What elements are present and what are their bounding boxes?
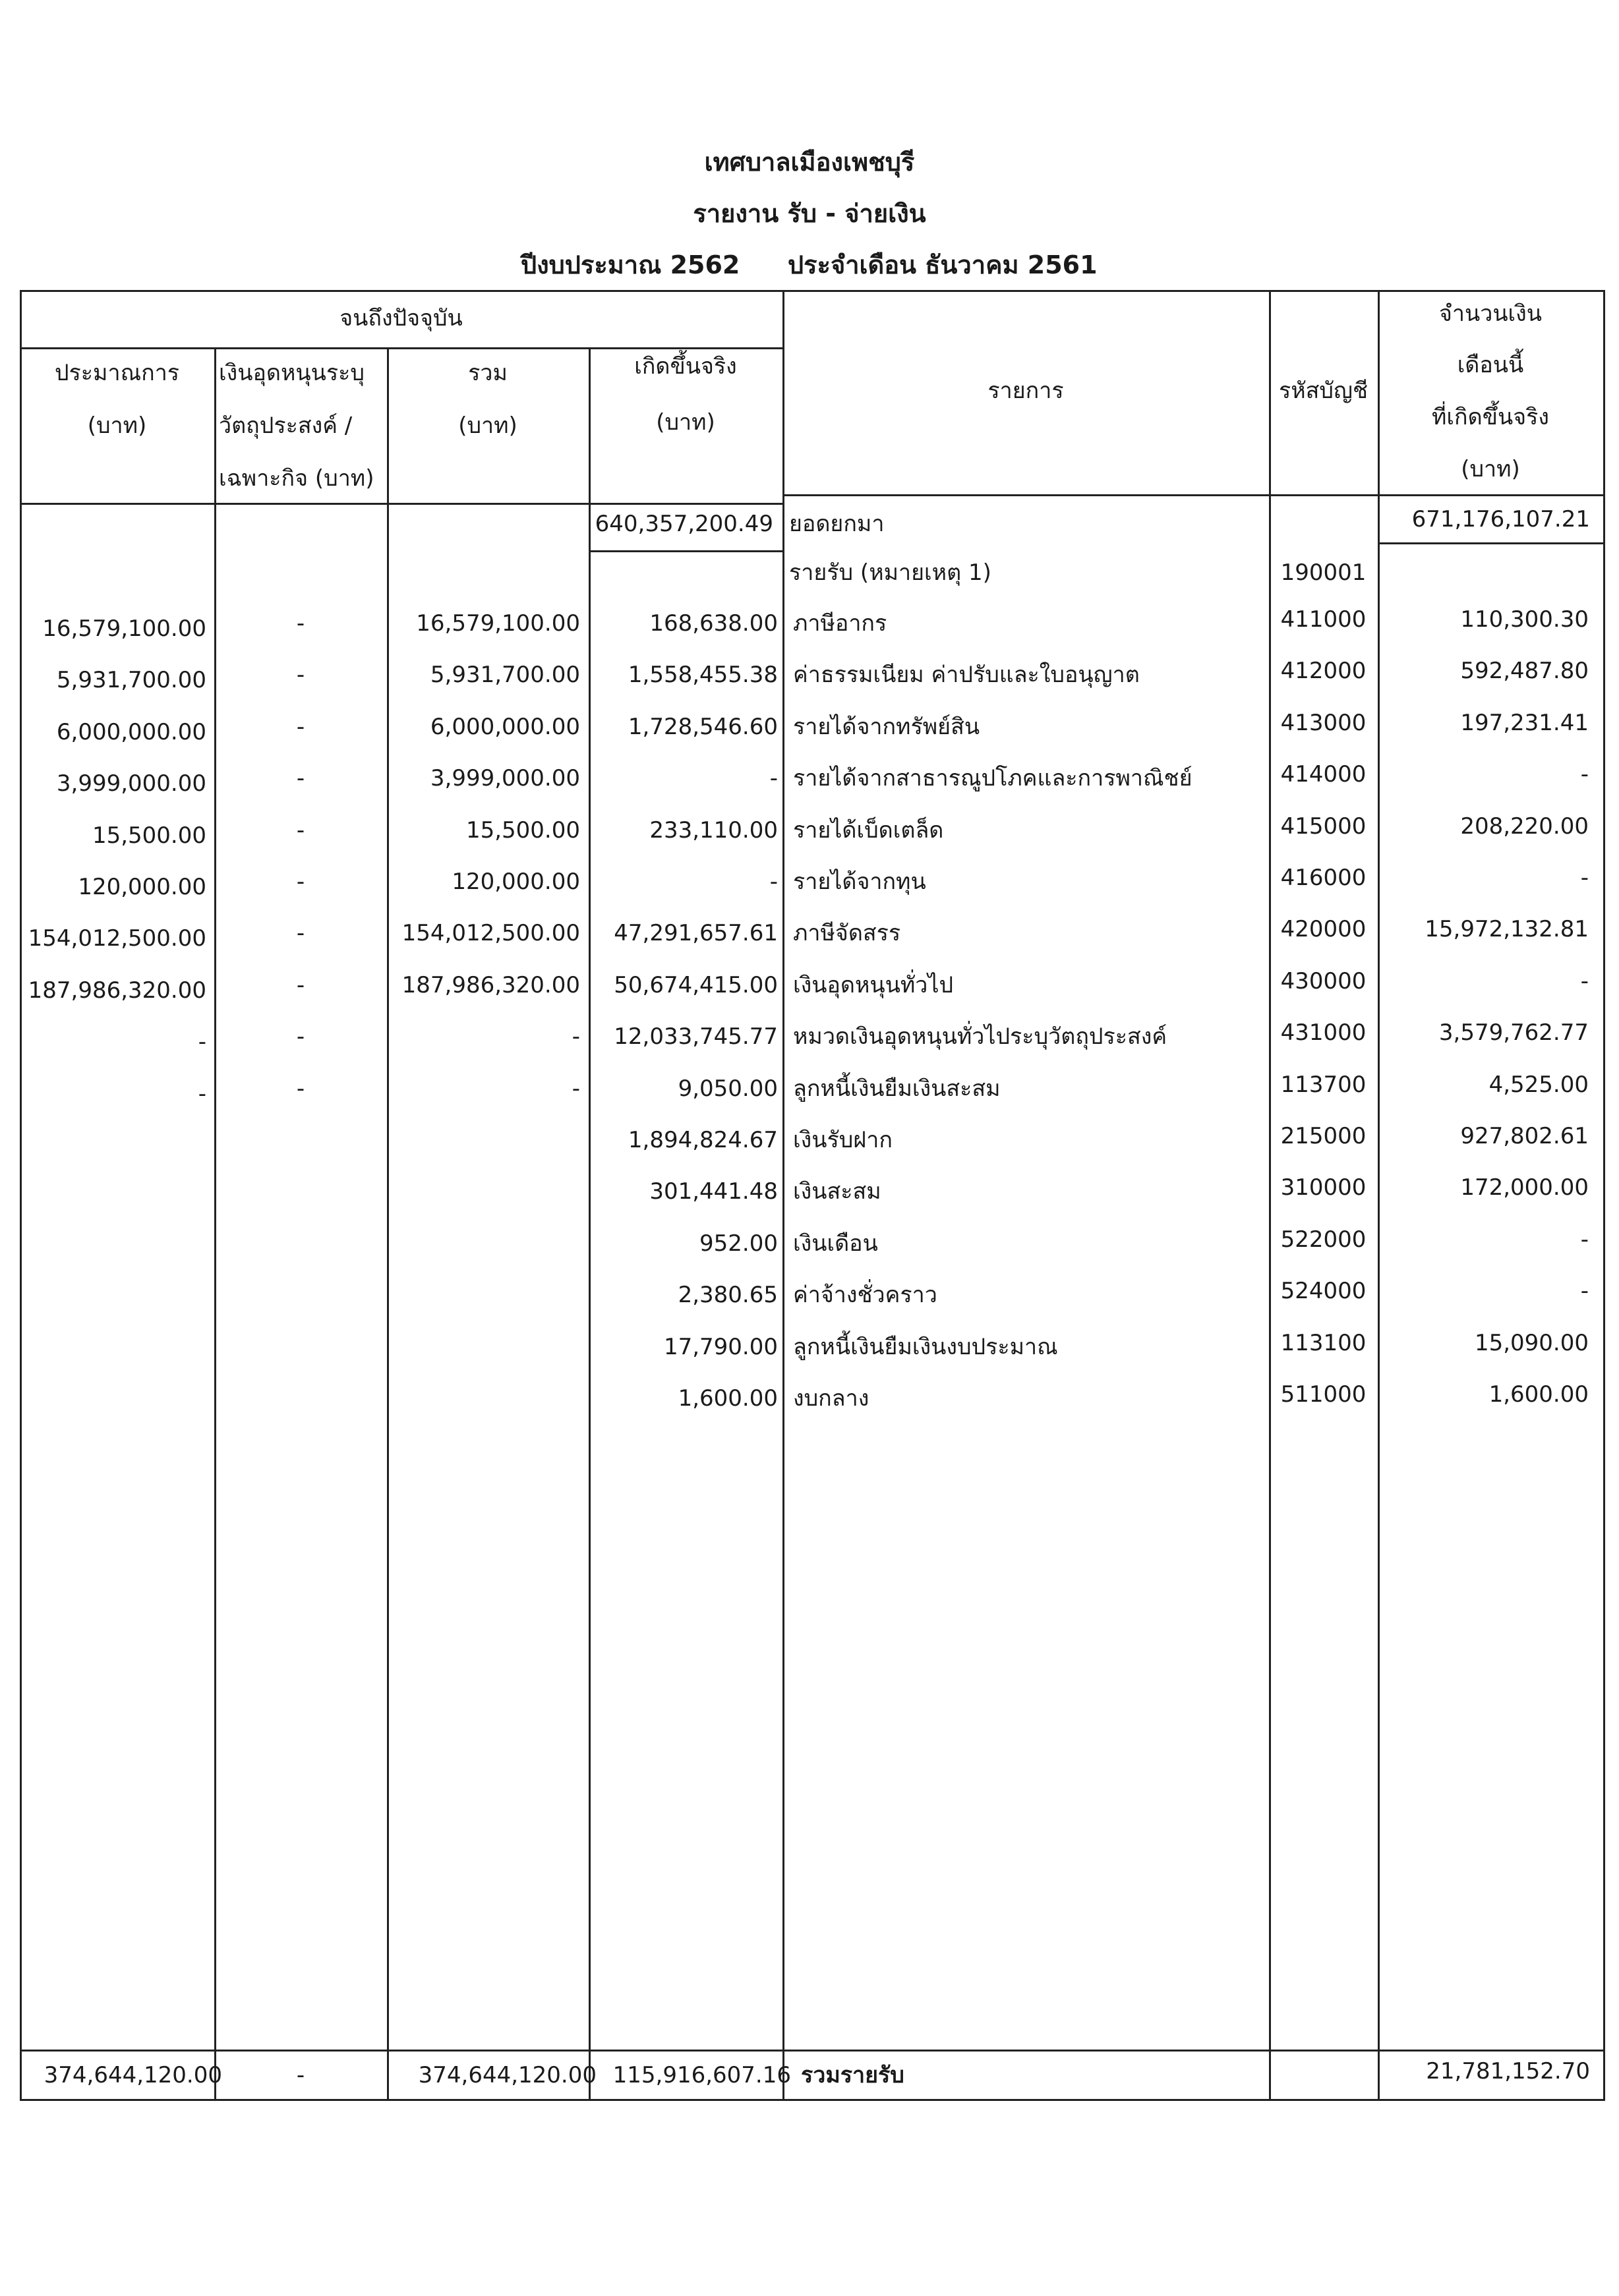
- actual-header-2: (บาท): [656, 409, 715, 436]
- cell-month: 15,090.00: [1474, 1330, 1589, 1356]
- cell-grant: -: [296, 662, 305, 688]
- cell-sum: 120,000.00: [452, 869, 580, 895]
- cell-sum: 15,500.00: [465, 817, 580, 844]
- cell-code: 113700: [1280, 1072, 1367, 1098]
- cell-item: เงินรับฝาก: [793, 1127, 893, 1153]
- cell-actual: 1,894,824.67: [628, 1127, 778, 1153]
- item-header: รายการ: [987, 378, 1064, 404]
- cell-month: 110,300.30: [1460, 606, 1589, 633]
- cell-grant: -: [296, 1023, 305, 1050]
- cell-month: 15,972,132.81: [1425, 916, 1589, 942]
- table-border-top: [20, 290, 1605, 292]
- cell-actual: 47,291,657.61: [614, 920, 778, 946]
- cell-item: ลูกหนี้เงินยืมเงินงบประมาณ: [793, 1334, 1058, 1360]
- cell-actual: 1,728,546.60: [628, 714, 778, 740]
- header-divider: [20, 347, 782, 349]
- table-border-right: [1603, 290, 1605, 2101]
- carry-forward-underline: [589, 550, 784, 552]
- grant-header-1: เงินอุดหนุนระบุ: [219, 360, 365, 386]
- cell-budget: 3,999,000.00: [56, 770, 206, 797]
- report-month: ประจำเดือน ธันวาคม 2561: [788, 250, 1098, 279]
- cell-code: 113100: [1280, 1330, 1367, 1356]
- month-header-2: เดือนนี้: [1457, 352, 1524, 378]
- cell-sum: 154,012,500.00: [401, 920, 580, 946]
- total-label: รวมรายรับ: [801, 2062, 904, 2088]
- fiscal-year: ปีงบประมาณ 2562: [521, 250, 740, 279]
- cell-item: งบกลาง: [793, 1385, 869, 1412]
- actual-header-1: เกิดขึ้นจริง: [634, 353, 737, 380]
- cell-budget: -: [198, 1081, 206, 1107]
- cell-actual: 233,110.00: [649, 817, 778, 844]
- cell-item: รายได้เบ็ดเตล็ด: [793, 817, 944, 844]
- grant-header-3: เฉพาะกิจ (บาท): [219, 465, 374, 492]
- cell-month: 197,231.41: [1460, 710, 1589, 736]
- cell-code: 511000: [1280, 1381, 1367, 1408]
- sum-header-2: (บาท): [458, 413, 517, 439]
- cell-item: รายได้จากทรัพย์สิน: [793, 714, 980, 740]
- income-header-code: 190001: [1280, 560, 1367, 586]
- cell-actual: 9,050.00: [678, 1076, 778, 1102]
- header-bottom-left: [20, 503, 784, 505]
- total-month: 21,781,152.70: [1426, 2058, 1590, 2084]
- cell-month: 4,525.00: [1488, 1072, 1589, 1098]
- cell-month: 172,000.00: [1460, 1174, 1589, 1201]
- table-border-left: [20, 290, 22, 2101]
- cell-month: 1,600.00: [1488, 1381, 1589, 1408]
- cell-code: 524000: [1280, 1278, 1367, 1304]
- cell-actual: -: [769, 765, 778, 791]
- cell-budget: 187,986,320.00: [28, 977, 206, 1004]
- cell-sum: -: [572, 1076, 580, 1102]
- month-header-3: ที่เกิดขึ้นจริง: [1432, 404, 1549, 430]
- cell-budget: 16,579,100.00: [42, 616, 206, 642]
- carry-forward-month: 671,176,107.21: [1411, 506, 1590, 532]
- carry-forward-actual: 640,357,200.49: [595, 511, 773, 537]
- budget-header-1: ประมาณการ: [54, 360, 180, 386]
- cell-item: เงินอุดหนุนทั่วไป: [793, 972, 954, 998]
- cell-sum: 16,579,100.00: [416, 610, 580, 637]
- grant-header-2: วัตถุประสงค์ /: [219, 413, 353, 439]
- cell-item: เงินเดือน: [793, 1230, 878, 1257]
- cell-item: ค่าธรรมเนียม ค่าปรับและใบอนุญาต: [793, 662, 1140, 688]
- cell-grant: -: [296, 610, 305, 637]
- cell-grant: -: [296, 765, 305, 791]
- cell-grant: -: [296, 920, 305, 946]
- cell-actual: 168,638.00: [649, 610, 778, 637]
- cell-month: 927,802.61: [1460, 1123, 1589, 1149]
- cell-grant: -: [296, 869, 305, 895]
- cell-code: 420000: [1280, 916, 1367, 942]
- cell-actual: 301,441.48: [649, 1178, 778, 1205]
- cell-month: 3,579,762.77: [1438, 1019, 1589, 1046]
- cell-code: 430000: [1280, 968, 1367, 994]
- cell-actual: 952.00: [699, 1230, 778, 1257]
- code-header: รหัสบัญชี: [1278, 378, 1369, 404]
- table-border-bottom: [20, 2099, 1605, 2101]
- cell-month: -: [1580, 1278, 1589, 1304]
- cell-actual: 2,380.65: [678, 1282, 778, 1308]
- cell-item: รายได้จากทุน: [793, 869, 926, 895]
- cell-budget: 15,500.00: [92, 822, 206, 849]
- total-grant: -: [296, 2062, 305, 2088]
- total-actual: 115,916,607.16: [612, 2062, 791, 2088]
- cell-item: หมวดเงินอุดหนุนทั่วไประบุวัตถุประสงค์: [793, 1023, 1167, 1050]
- carry-forward-label: ยอดยกมา: [789, 511, 885, 537]
- cell-item: ค่าจ้างชั่วคราว: [793, 1282, 937, 1308]
- cell-code: 413000: [1280, 710, 1367, 736]
- cell-code: 215000: [1280, 1123, 1367, 1149]
- cell-grant: -: [296, 972, 305, 998]
- cell-month: -: [1580, 865, 1589, 891]
- org-title: เทศบาลเมืองเพชบุรี: [704, 148, 915, 177]
- cell-grant: -: [296, 1076, 305, 1102]
- budget-header-2: (บาท): [87, 413, 147, 439]
- cell-sum: 6,000,000.00: [430, 714, 580, 740]
- cell-item: ภาษีอากร: [793, 610, 887, 637]
- cell-actual: 50,674,415.00: [614, 972, 778, 998]
- cell-month: 592,487.80: [1460, 658, 1589, 684]
- total-budget: 374,644,120.00: [44, 2062, 222, 2088]
- cell-grant: -: [296, 817, 305, 844]
- cell-item: ลูกหนี้เงินยืมเงินสะสม: [793, 1076, 1001, 1102]
- cell-actual: 1,558,455.38: [628, 662, 778, 688]
- cell-item: เงินสะสม: [793, 1178, 881, 1205]
- cell-month: -: [1580, 761, 1589, 788]
- cell-budget: 120,000.00: [78, 874, 206, 900]
- cell-budget: 154,012,500.00: [28, 925, 206, 952]
- cell-code: 431000: [1280, 1019, 1367, 1046]
- header-bottom-right: [782, 494, 1603, 496]
- month-header-1: จำนวนเงิน: [1438, 301, 1543, 327]
- cell-code: 414000: [1280, 761, 1367, 788]
- to-date-header: จนถึงปัจจุบัน: [339, 305, 463, 331]
- cell-budget: 5,931,700.00: [56, 667, 206, 693]
- cell-code: 310000: [1280, 1174, 1367, 1201]
- cell-actual: 17,790.00: [663, 1334, 778, 1360]
- income-header-label: รายรับ (หมายเหตุ 1): [789, 560, 991, 586]
- cell-code: 411000: [1280, 606, 1367, 633]
- total-divider: [20, 2050, 1605, 2052]
- cell-sum: -: [572, 1023, 580, 1050]
- report-title: รายงาน รับ - จ่ายเงิน: [693, 199, 926, 228]
- cell-budget: -: [198, 1029, 206, 1055]
- cell-code: 416000: [1280, 865, 1367, 891]
- cell-actual: -: [769, 869, 778, 895]
- cell-month: -: [1580, 1226, 1589, 1253]
- cell-month: 208,220.00: [1460, 813, 1589, 840]
- cell-month: -: [1580, 968, 1589, 994]
- total-sum: 374,644,120.00: [418, 2062, 597, 2088]
- cell-code: 522000: [1280, 1226, 1367, 1253]
- carry-forward-underline-month: [1378, 542, 1603, 544]
- cell-sum: 5,931,700.00: [430, 662, 580, 688]
- cell-item: ภาษีจัดสรร: [793, 920, 901, 946]
- month-header-4: (บาท): [1461, 456, 1520, 482]
- cell-sum: 3,999,000.00: [430, 765, 580, 791]
- cell-item: รายได้จากสาธารณูปโภคและการพาณิชย์: [793, 765, 1192, 791]
- cell-code: 415000: [1280, 813, 1367, 840]
- cell-code: 412000: [1280, 658, 1367, 684]
- sum-header-1: รวม: [468, 360, 508, 386]
- cell-actual: 1,600.00: [678, 1385, 778, 1412]
- cell-actual: 12,033,745.77: [614, 1023, 778, 1050]
- cell-budget: 6,000,000.00: [56, 719, 206, 745]
- cell-sum: 187,986,320.00: [401, 972, 580, 998]
- cell-grant: -: [296, 714, 305, 740]
- col-line-4: [782, 290, 784, 2099]
